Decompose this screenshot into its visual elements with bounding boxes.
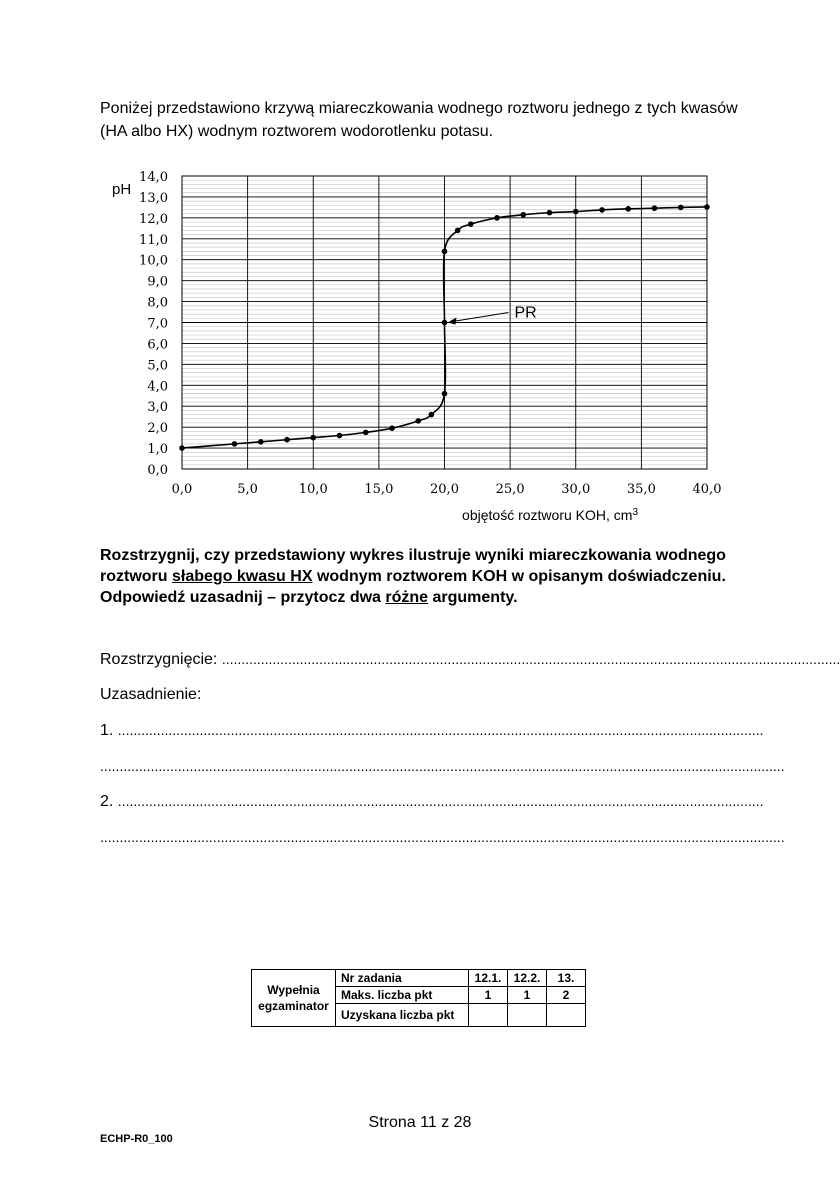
- y-tick-label: 11,0: [139, 232, 168, 248]
- y-tick-label: 13,0: [139, 190, 168, 206]
- decision-dots[interactable]: ...............................................................................................................................................................: [221, 651, 840, 667]
- task-12-2: 12.2.: [508, 970, 547, 987]
- y-tick-label: 5,0: [147, 358, 168, 374]
- y-tick-label: 9,0: [147, 274, 168, 290]
- task-13: 13.: [547, 970, 586, 987]
- data-point: [442, 320, 448, 326]
- item-1-label: 1.: [100, 722, 118, 739]
- task-instruction: Rozstrzygnij, czy przedstawiony wykres ilustruje wyniki miareczkowania wodnego roztworu słabego kwasu HX wodnym roztworem KOH w opisanym doświadczeniu. Odpowiedź uzasadnij – przytocz dwa różne argumenty.: [100, 547, 726, 606]
- data-point: [573, 209, 579, 215]
- max-points-12-1: 1: [469, 987, 508, 1004]
- underlined-weak-acid: słabego kwasu HX: [172, 568, 313, 585]
- data-point: [337, 433, 343, 439]
- y-tick-label: 0,0: [147, 463, 168, 478]
- x-tick-label: 35,0: [626, 482, 656, 497]
- obtained-points-12-2[interactable]: [508, 1004, 547, 1027]
- answer-line-2a[interactable]: 2. ......................................................................................................................................................................: [100, 793, 764, 810]
- y-tick-label: 2,0: [147, 421, 168, 437]
- y-tick-label: 4,0: [147, 379, 168, 395]
- page-number: Strona 11 z 28: [368, 1114, 472, 1131]
- x-tick-label: 20,0: [430, 482, 459, 497]
- task-12-1: 12.1.: [469, 970, 508, 987]
- x-tick-label: 5,0: [237, 482, 258, 497]
- data-point: [678, 205, 684, 211]
- exam-code: ECHP-R0_100: [100, 1133, 173, 1145]
- data-point: [468, 221, 474, 227]
- data-point: [363, 430, 369, 436]
- data-point: [442, 391, 448, 397]
- intro-line-2: (HA albo HX) wodnym roztworem wodorotlenku potasu.: [100, 123, 494, 140]
- obtained-points-12-1[interactable]: [469, 1004, 508, 1027]
- data-point: [284, 437, 290, 443]
- y-tick-label: 3,0: [147, 400, 168, 416]
- justification-label: Uzasadnienie:: [100, 686, 202, 703]
- row-max-points-label: Maks. liczba pkt: [336, 987, 469, 1004]
- data-point: [599, 207, 605, 213]
- x-axis-label: objętość roztworu KOH, $cm^3$: [462, 507, 638, 523]
- data-point: [232, 441, 238, 447]
- data-point: [415, 418, 421, 424]
- data-point: [429, 412, 435, 418]
- y-tick-label: 1,0: [147, 442, 168, 458]
- y-tick-label: 10,0: [139, 253, 168, 269]
- data-point: [442, 249, 448, 255]
- intro-line-1: Poniżej przedstawiono krzywą miareczkowania wodnego roztworu jednego z tych kwasów: [100, 100, 738, 117]
- x-tick-label: 25,0: [495, 482, 525, 497]
- row-task-number-label: Nr zadania: [336, 970, 469, 987]
- row-obtained-points-label: Uzyskana liczba pkt: [336, 1004, 469, 1027]
- underlined-different: różne: [385, 589, 429, 606]
- answer-line-1b[interactable]: ................................................................................................................................................................................: [100, 758, 785, 774]
- data-point: [455, 228, 461, 234]
- annotation-label-pr: PR: [514, 304, 537, 322]
- answer-line-2b[interactable]: ................................................................................................................................................................................: [100, 829, 785, 845]
- y-axis-label: pH: [112, 181, 132, 198]
- decision-label: Rozstrzygnięcie:: [100, 651, 222, 668]
- x-tick-label: 0,0: [171, 482, 193, 497]
- intro-text: [100, 97, 740, 143]
- x-tick-label: 15,0: [364, 482, 394, 497]
- data-point: [179, 445, 185, 451]
- data-point: [389, 425, 395, 431]
- y-tick-label: 14,0: [139, 170, 168, 185]
- data-point: [494, 215, 500, 221]
- exam-table: [251, 969, 586, 1027]
- max-points-13: 2: [547, 987, 586, 1004]
- x-tick-label: 30,0: [561, 482, 591, 497]
- y-tick-label: 12,0: [139, 211, 168, 227]
- max-points-12-2: 1: [508, 987, 547, 1004]
- decision-line[interactable]: [100, 651, 840, 669]
- y-tick-label: 7,0: [147, 316, 168, 332]
- chart-svg: [100, 166, 740, 526]
- data-point: [258, 439, 264, 445]
- data-point: [652, 205, 658, 211]
- obtained-points-13[interactable]: [547, 1004, 586, 1027]
- y-tick-label: 6,0: [147, 337, 168, 353]
- data-point: [625, 206, 631, 212]
- data-point: [547, 210, 553, 216]
- filler-label: Wypełnia egzaminator: [252, 970, 336, 1027]
- data-point: [520, 212, 526, 218]
- x-tick-label: 40,0: [692, 482, 722, 497]
- item-2-label: 2.: [100, 793, 118, 810]
- x-tick-label: 10,0: [298, 482, 328, 497]
- answer-line-1a[interactable]: 1. ......................................................................................................................................................................: [100, 722, 764, 739]
- data-point: [704, 204, 710, 210]
- y-tick-label: 8,0: [147, 295, 168, 311]
- titration-chart: [100, 166, 740, 526]
- data-point: [310, 435, 316, 441]
